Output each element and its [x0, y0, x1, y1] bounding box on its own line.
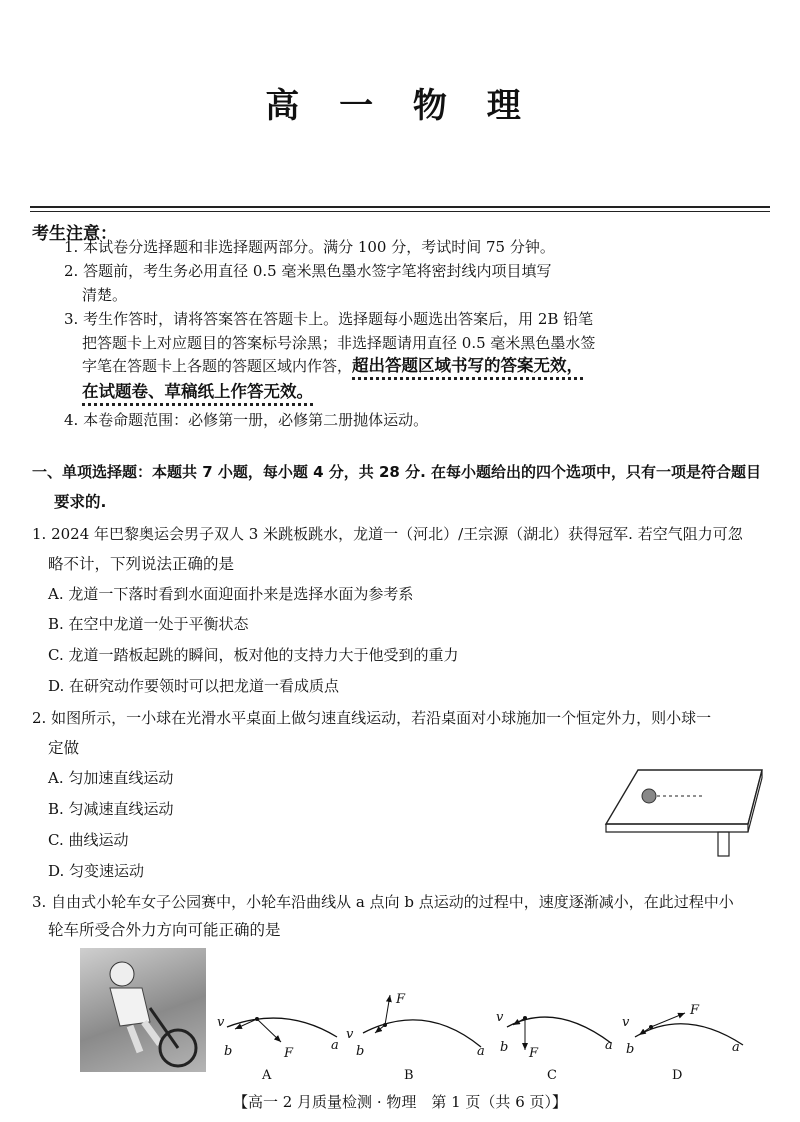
q2-stem-line-1: 2. 如图所示，一小球在光滑水平桌面上做匀速直线运动，若沿桌面对小球施加一个恒定外力，则小球一 [32, 709, 712, 727]
q1-stem-line-1: 1. 2024 年巴黎奥运会男子双人 3 米跳板跳水，龙道一（河北）/王宗源（湖北）获得冠军. 若空气阻力可忽 [32, 525, 743, 543]
notice-item-2b: 清楚。 [82, 286, 128, 304]
rider-legs [130, 1022, 160, 1052]
table-edge [606, 824, 748, 832]
table-side [748, 770, 762, 824]
curve-c [507, 1017, 611, 1043]
bmx-rider-illustration [80, 948, 206, 1072]
label-F-c: F [529, 1046, 539, 1061]
notice-item-3c-row [82, 354, 583, 378]
caption-b: B [404, 1068, 414, 1083]
point-d [649, 1025, 653, 1029]
q2-option-d: D. 匀变速运动 [48, 862, 145, 880]
diagram-a [227, 1017, 337, 1042]
section-line-1: 一、单项选择题：本题共 7 小题，每小题 4 分，共 28 分. 在每小题给出的四个选项中，只有一项是符合题目 [32, 463, 762, 481]
q3-stem-line-1: 3. 自由式小轮车女子公园赛中，小轮车沿曲线从 a 点向 b 点运动的过程中，速度逐渐减小，在此过程中小 [32, 893, 734, 911]
force-arrow-a [257, 1019, 281, 1042]
q2-option-c: C. 曲线运动 [48, 831, 129, 849]
rider-helmet [110, 962, 134, 986]
point-b [383, 1023, 387, 1027]
q2-option-a: A. 匀加速直线运动 [48, 769, 174, 787]
table-top [606, 770, 762, 824]
label-F-b: F [396, 992, 406, 1007]
diagram-c [507, 1016, 611, 1050]
divider-rule [30, 206, 770, 208]
notice-item-2a: 2. 答题前，考生务必用直径 0.5 毫米黑色墨水签字笔将密封线内项目填写 [64, 262, 552, 280]
divider-rule-thin [30, 211, 770, 212]
q1-option-a: A. 龙道一下落时看到水面迎面扑来是选择水面为参考系 [48, 585, 414, 603]
bmx-rider-photo [80, 948, 206, 1072]
q2-table-figure [600, 762, 770, 862]
label-v-d: v [622, 1015, 630, 1030]
velocity-arrow-d [639, 1027, 651, 1035]
label-b-b: b [356, 1044, 365, 1059]
rider-body [110, 988, 150, 1026]
diagram-d [635, 1013, 743, 1045]
caption-d: D [672, 1068, 683, 1083]
label-v-a: v [217, 1015, 225, 1030]
notice-emphasis-2: 在试题卷、草稿纸上作答无效。 [82, 382, 313, 406]
table-side-lower [748, 778, 762, 832]
point-c [523, 1016, 527, 1020]
notice-item-1: 1. 本试卷分选择题和非选择题两部分。满分 100 分，考试时间 75 分钟。 [64, 238, 555, 256]
page-title: 高 一 物 理 [265, 86, 535, 126]
label-b-a: b [224, 1044, 233, 1059]
ball [642, 789, 656, 803]
notice-item-3d-row [82, 380, 313, 404]
q1-option-b: B. 在空中龙道一处于平衡状态 [48, 615, 249, 633]
velocity-arrow-c [513, 1018, 525, 1025]
table-leg [718, 832, 729, 856]
section-heading [32, 457, 777, 517]
notice-heading: 考生注意： [32, 224, 117, 244]
label-v-c: v [496, 1010, 504, 1025]
label-a-c: a [605, 1038, 613, 1053]
q1-stem-line-2: 略不计，下列说法正确的是 [48, 555, 235, 573]
label-a-a: a [331, 1038, 339, 1053]
label-a-d: a [732, 1040, 740, 1055]
notice-item-4: 4. 本卷命题范围：必修第一册，必修第二册抛体运动。 [64, 411, 429, 429]
point-a [255, 1017, 259, 1021]
caption-c: C [547, 1068, 557, 1083]
curve-b [363, 1020, 481, 1047]
notice-item-3c: 字笔在答题卡上各题的答题区域内作答， [82, 357, 353, 375]
q3-stem-line-2: 轮车所受合外力方向可能正确的是 [48, 921, 281, 939]
page-footer: 【高一 2 月质量检测 · 物理 第 1 页（共 6 页）】 [232, 1093, 568, 1111]
q1-option-d: D. 在研究动作要领时可以把龙道一看成质点 [48, 677, 340, 695]
q2-stem-line-2: 定做 [48, 739, 80, 757]
velocity-arrow-a [235, 1019, 257, 1029]
diagram-b [363, 995, 481, 1047]
label-v-b: v [346, 1027, 354, 1042]
notice-item-3b: 把答题卡上对应题目的答案标号涂黑；非选择题请用直径 0.5 毫米黑色墨水签 [82, 334, 596, 352]
curve-a [227, 1018, 337, 1037]
q2-option-b: B. 匀减速直线运动 [48, 800, 174, 818]
bike-frame [150, 1008, 178, 1048]
label-a-b: a [477, 1044, 485, 1059]
label-b-c: b [500, 1040, 509, 1055]
caption-a: A [262, 1068, 272, 1083]
label-b-d: b [626, 1042, 635, 1057]
q3-trajectory-diagrams [215, 985, 775, 1070]
label-F-a: F [284, 1046, 294, 1061]
force-arrow-b [385, 995, 390, 1025]
notice-emphasis-1: 超出答题区域书写的答案无效， [352, 356, 583, 380]
label-F-d: F [690, 1003, 700, 1018]
notice-item-3a: 3. 考生作答时，请将答案答在答题卡上。选择题每小题选出答案后，用 2B 铅笔 [64, 310, 594, 328]
q1-option-c: C. 龙道一踏板起跳的瞬间，板对他的支持力大于他受到的重力 [48, 646, 459, 664]
section-line-2: 要求的. [54, 493, 107, 511]
